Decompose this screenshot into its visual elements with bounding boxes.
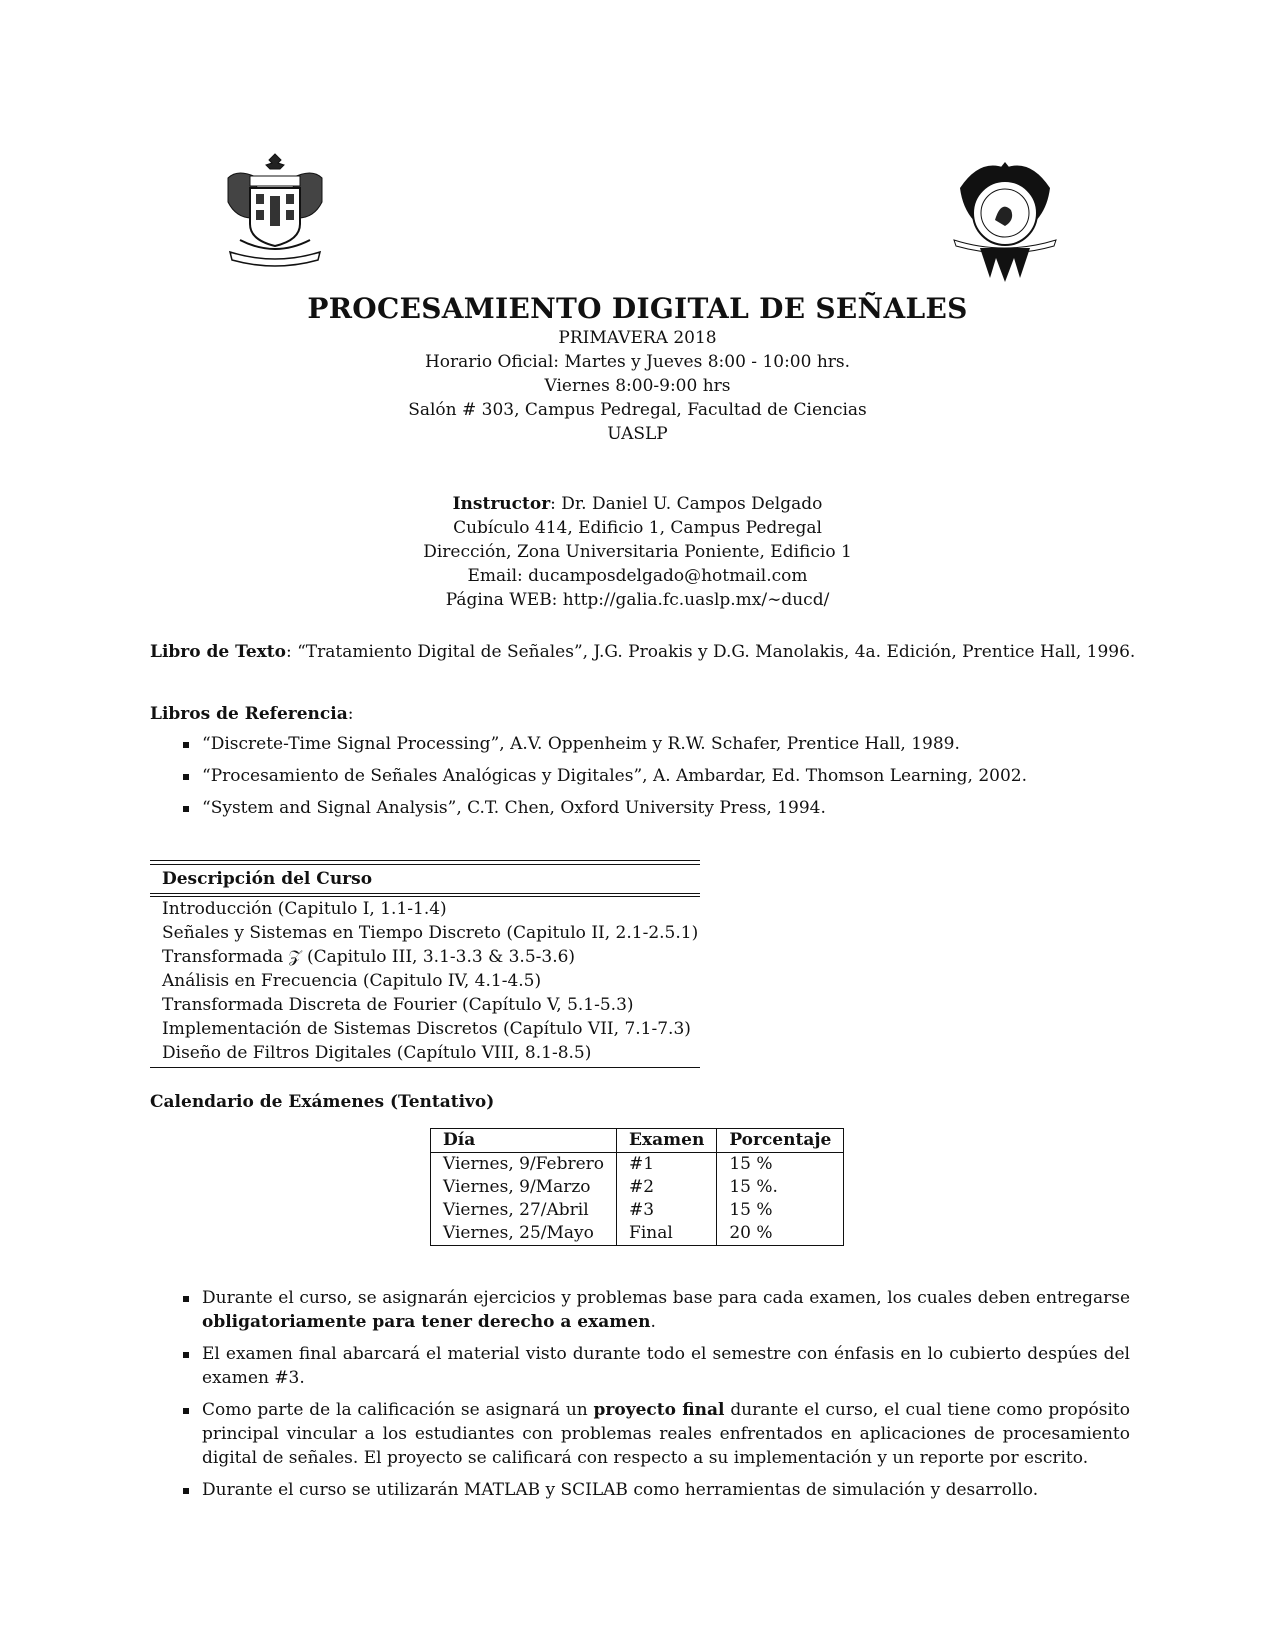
instructor-email: Email: ducamposdelgado@hotmail.com	[467, 566, 808, 586]
table-cell: 15 %.	[717, 1176, 844, 1199]
university-crest-logo	[220, 148, 330, 274]
faculty-seal-logo	[950, 158, 1060, 284]
table-cell: Final	[617, 1222, 717, 1246]
note-text-end: .	[650, 1312, 656, 1332]
reference-text: “Procesamiento de Señales Analógicas y Digitales”, A. Ambardar, Ed. Thomson Learning, 2002.	[202, 766, 1028, 786]
bullet-icon	[183, 774, 189, 780]
column-header: Día	[431, 1129, 617, 1153]
notes-list	[150, 1286, 1130, 1510]
table-header-row	[431, 1129, 844, 1153]
term: PRIMAVERA 2018	[558, 328, 717, 348]
list-item	[150, 1478, 1130, 1502]
table-cell: 20 %	[717, 1222, 844, 1246]
bullet-icon	[183, 806, 189, 812]
course-header: Descripción del Curso	[162, 869, 373, 889]
rule	[150, 1067, 700, 1068]
list-item	[150, 732, 1130, 756]
list-item	[150, 764, 1130, 788]
table-row: Diseño de Filtros Digitales (Capítulo VIII, 8.1-8.5)	[162, 1043, 592, 1063]
note-text: Como parte de la calificación se asignará un	[202, 1400, 594, 1420]
textbook-label: Libro de Texto	[150, 642, 286, 662]
references-label: Libros de Referencia	[150, 704, 348, 724]
table-cell: #2	[617, 1176, 717, 1199]
course-title: PROCESAMIENTO DIGITAL DE SEÑALES	[307, 292, 968, 325]
instructor-address: Dirección, Zona Universitaria Poniente, Edificio 1	[423, 542, 852, 562]
note-text: Durante el curso, se asignarán ejercicios y problemas base para cada examen, los cuales deben entregarse	[202, 1288, 1130, 1308]
bullet-icon	[183, 1488, 189, 1494]
table-cell: Viernes, 27/Abril	[431, 1199, 617, 1222]
exam-calendar-table	[430, 1128, 844, 1246]
references-list	[150, 732, 1130, 828]
bullet-icon	[183, 1408, 189, 1414]
textbook-text: : “Tratamiento Digital de Señales”, J.G. Proakis y D.G. Manolakis, 4a. Edición, Prentice Hall, 1996.	[285, 642, 1136, 662]
table-cell: 15 %	[717, 1199, 844, 1222]
column-header: Examen	[617, 1129, 717, 1153]
table-row: Transformada 𝒵 (Capitulo III, 3.1-3.3 & 3.5-3.6)	[162, 947, 576, 967]
bullet-icon	[183, 742, 189, 748]
table-row	[431, 1199, 844, 1222]
reference-text: “System and Signal Analysis”, C.T. Chen, Oxford University Press, 1994.	[202, 798, 826, 818]
instructor-web: Página WEB: http://galia.fc.uaslp.mx/∼ducd/	[445, 590, 830, 610]
note-text: Durante el curso se utilizarán MATLAB y SCILAB como herramientas de simulación y desarrollo.	[202, 1480, 1039, 1500]
instructor-label: Instructor	[452, 494, 551, 514]
schedule-friday: Viernes 8:00-9:00 hrs	[544, 376, 731, 396]
table-row: Introducción (Capitulo I, 1.1-1.4)	[162, 899, 447, 919]
references-heading	[150, 702, 353, 726]
instructor-block	[0, 492, 1275, 612]
bullet-icon	[183, 1296, 189, 1302]
list-item	[150, 796, 1130, 820]
table-cell: Viernes, 9/Marzo	[431, 1176, 617, 1199]
table-cell: #3	[617, 1199, 717, 1222]
note-bold: proyecto final	[593, 1400, 725, 1420]
room: Salón # 303, Campus Pedregal, Facultad de Ciencias	[408, 400, 867, 420]
note-text-end: durante el curso, el cual tiene como propósito principal vincular a los estudiantes con problemas reales enfrentados en aplicaciones de procesamiento digital de señales. El proyecto se calificará con respecto a su implementación y un reporte por escrito.	[202, 1400, 1130, 1468]
table-row: Transformada Discreta de Fourier (Capítulo V, 5.1-5.3)	[162, 995, 634, 1015]
references-colon: :	[347, 704, 354, 724]
list-item	[150, 1286, 1130, 1334]
table-row: Señales y Sistemas en Tiempo Discreto (Capitulo II, 2.1-2.5.1)	[162, 923, 699, 943]
reference-text: “Discrete-Time Signal Processing”, A.V. Oppenheim y R.W. Schafer, Prentice Hall, 1989.	[202, 734, 960, 754]
list-item	[150, 1342, 1130, 1390]
course-description-table	[150, 860, 700, 1068]
calendar-heading: Calendario de Exámenes (Tentativo)	[150, 1092, 495, 1112]
university: UASLP	[607, 424, 668, 444]
table-cell: #1	[617, 1153, 717, 1177]
table-row	[431, 1176, 844, 1199]
instructor-office: Cubículo 414, Edificio 1, Campus Pedregal	[453, 518, 822, 538]
column-header: Porcentaje	[717, 1129, 844, 1153]
table-row	[431, 1222, 844, 1246]
table-cell: Viernes, 25/Mayo	[431, 1222, 617, 1246]
bullet-icon	[183, 1352, 189, 1358]
list-item	[150, 1398, 1130, 1470]
table-cell: 15 %	[717, 1153, 844, 1177]
textbook	[150, 640, 1136, 664]
note-bold: obligatoriamente para tener derecho a examen	[202, 1312, 651, 1332]
table-row: Análisis en Frecuencia (Capitulo IV, 4.1-4.5)	[162, 971, 542, 991]
table-row: Implementación de Sistemas Discretos (Capítulo VII, 7.1-7.3)	[162, 1019, 691, 1039]
schedule: Horario Oficial: Martes y Jueves 8:00 - 10:00 hrs.	[424, 352, 851, 372]
table-cell: Viernes, 9/Febrero	[431, 1153, 617, 1177]
note-text: El examen final abarcará el material visto durante todo el semestre con énfasis en lo cubierto despúes del examen #3.	[202, 1344, 1130, 1388]
instructor-name: : Dr. Daniel U. Campos Delgado	[550, 494, 823, 514]
document-header	[0, 292, 1275, 446]
table-row	[431, 1153, 844, 1177]
